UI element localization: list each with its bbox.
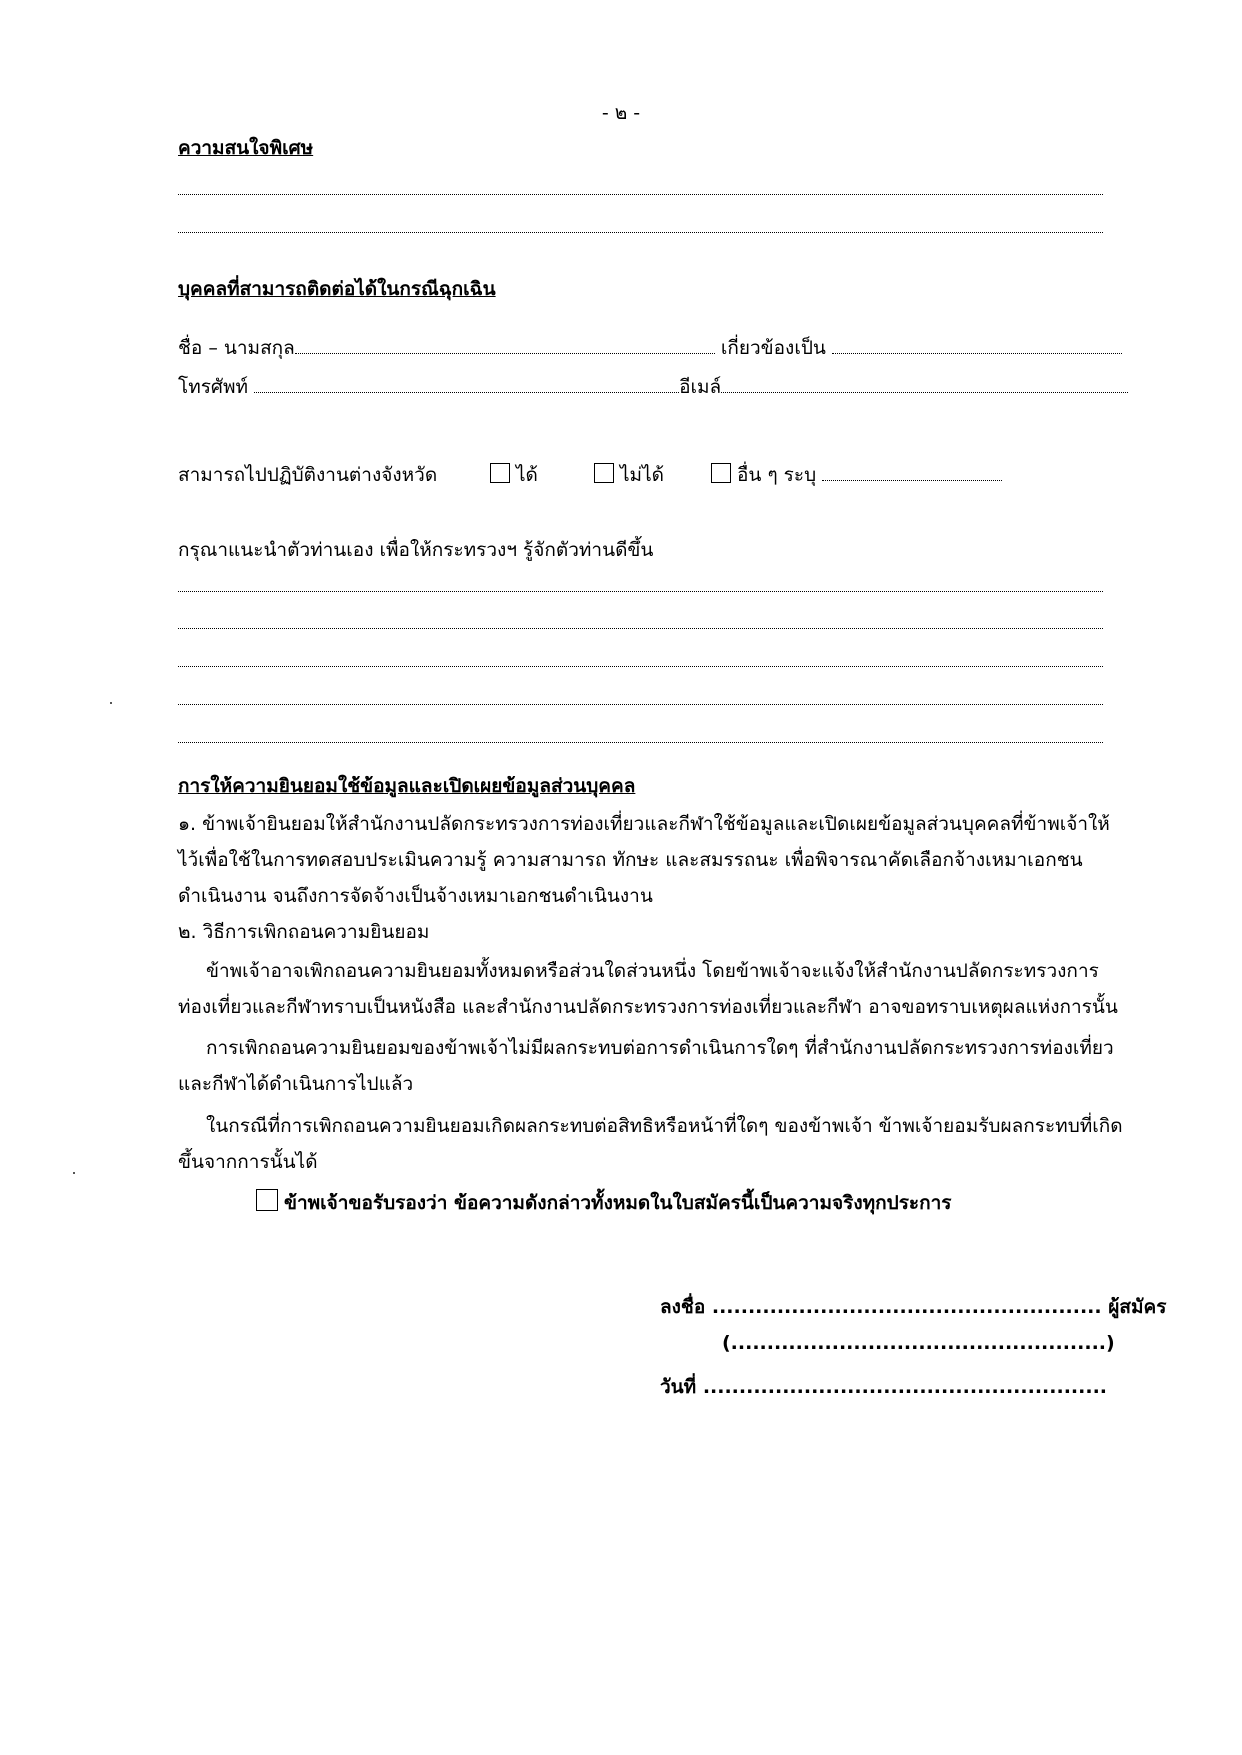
option-yes[interactable] (490, 460, 538, 490)
scan-speck (73, 1172, 75, 1174)
option-other[interactable] (711, 460, 1002, 490)
withdraw-paragraph-1: ข้าพเจ้าอาจเพิกถอนความยินยอมทั้งหมดหรือส่วนใดส่วนหนึ่ง โดยข้าพเจ้าจะแจ้งให้สำนักงานปลัดกระทรวงการท่องเที่ยวและกีฬาทราบเป็นหนังสือ และสำนักงานปลัดกระทรวงการท่องเที่ยวและกีฬา อาจขอทราบเหตุผลแห่งการนั้น (178, 960, 1118, 1018)
self-intro-line-1[interactable] (178, 591, 1103, 592)
phone-field[interactable] (254, 374, 679, 393)
withdraw-paragraph-3: ในกรณีที่การเพิกถอนความยินยอมเกิดผลกระทบต่อสิทธิหรือหน้าที่ใดๆ ของข้าพเจ้า ข้าพเจ้ายอมรับผลกระทบที่เกิดขึ้นจากการนั้นได้ (178, 1115, 1123, 1173)
certification-row[interactable] (256, 1188, 952, 1218)
date-field[interactable]: ........................................................ (702, 1376, 1108, 1398)
name-field[interactable] (295, 335, 715, 354)
consent-item-1: ๑. ข้าพเจ้ายินยอมให้สำนักงานปลัดกระทรวงการท่องเที่ยวและกีฬาใช้ข้อมูลและเปิดเผยข้อมูลส่วนบุคคลที่ข้าพเจ้าให้ไว้เพื่อใช้ในการทดสอบประเมินความรู้ ความสามารถ ทักษะ และสมรรถนะ เพื่อพิจารณาคัดเลือกจ้างเหมาเอกชนดำเนินงาน จนถึงการจัดจ้างเป็นจ้างเหมาเอกชนดำเนินงาน (178, 813, 1110, 907)
self-intro-label: กรุณาแนะนำตัวท่านเอง เพื่อให้กระทรวงฯ รู้จักตัวท่านดีขึ้น (178, 539, 654, 561)
consent-item-2: ๒. วิธีการเพิกถอนความยินยอม (178, 921, 430, 943)
relation-field[interactable] (832, 335, 1122, 354)
checkbox-no[interactable] (594, 463, 614, 483)
other-specify-field[interactable] (822, 462, 1002, 481)
withdraw-paragraph-2: การเพิกถอนความยินยอมของข้าพเจ้าไม่มีผลกระทบต่อการดำเนินการใดๆ ที่สำนักงานปลัดกระทรวงการท่องเที่ยวและกีฬาได้ดำเนินการไปแล้ว (178, 1037, 1114, 1095)
special-interest-line-2[interactable] (178, 232, 1103, 233)
provincial-work-row (178, 460, 437, 490)
checkbox-yes[interactable] (490, 463, 510, 483)
applicant-label: ผู้สมัคร (1108, 1296, 1167, 1318)
email-label: อีเมล์ (679, 376, 722, 398)
emergency-name-row (178, 333, 1122, 363)
email-field[interactable] (721, 374, 1128, 393)
emergency-phone-row (178, 372, 1128, 402)
provincial-work-label: สามารถไปปฏิบัติงานต่างจังหวัด (178, 464, 438, 486)
special-interest-line-1[interactable] (178, 194, 1103, 195)
option-yes-label: ได้ (516, 464, 538, 486)
scan-speck (110, 702, 112, 704)
checkbox-other[interactable] (711, 463, 731, 483)
special-interest-heading: ความสนใจพิเศษ (178, 137, 314, 159)
signature-row (660, 1292, 1166, 1322)
sign-field[interactable]: ...................................................... (711, 1296, 1102, 1318)
date-label: วันที่ (660, 1376, 697, 1398)
name-paren-field[interactable]: (....................................................) (722, 1332, 1115, 1354)
option-other-label: อื่น ๆ ระบุ (737, 464, 817, 486)
name-label: ชื่อ – นามสกุล (178, 337, 295, 359)
sign-label: ลงชื่อ (660, 1296, 706, 1318)
date-row (660, 1372, 1107, 1402)
self-intro-line-3[interactable] (178, 666, 1103, 667)
self-intro-line-5[interactable] (178, 742, 1103, 743)
relation-label: เกี่ยวข้องเป็น (720, 337, 826, 359)
self-intro-line-2[interactable] (178, 628, 1103, 629)
page-number: - ๒ - (601, 102, 641, 124)
phone-label: โทรศัพท์ (178, 376, 249, 398)
option-no[interactable] (594, 460, 664, 490)
certification-checkbox[interactable] (256, 1189, 278, 1211)
certification-text: ข้าพเจ้าขอรับรองว่า ข้อความดังกล่าวทั้งหมดในใบสมัครนี้เป็นความจริงทุกประการ (284, 1192, 952, 1214)
self-intro-line-4[interactable] (178, 704, 1103, 705)
consent-heading: การให้ความยินยอมใช้ข้อมูลและเปิดเผยข้อมูลส่วนบุคคล (178, 775, 636, 797)
option-no-label: ไม่ได้ (620, 464, 664, 486)
emergency-contact-heading: บุคคลที่สามารถติดต่อได้ในกรณีฉุกเฉิน (178, 278, 496, 300)
